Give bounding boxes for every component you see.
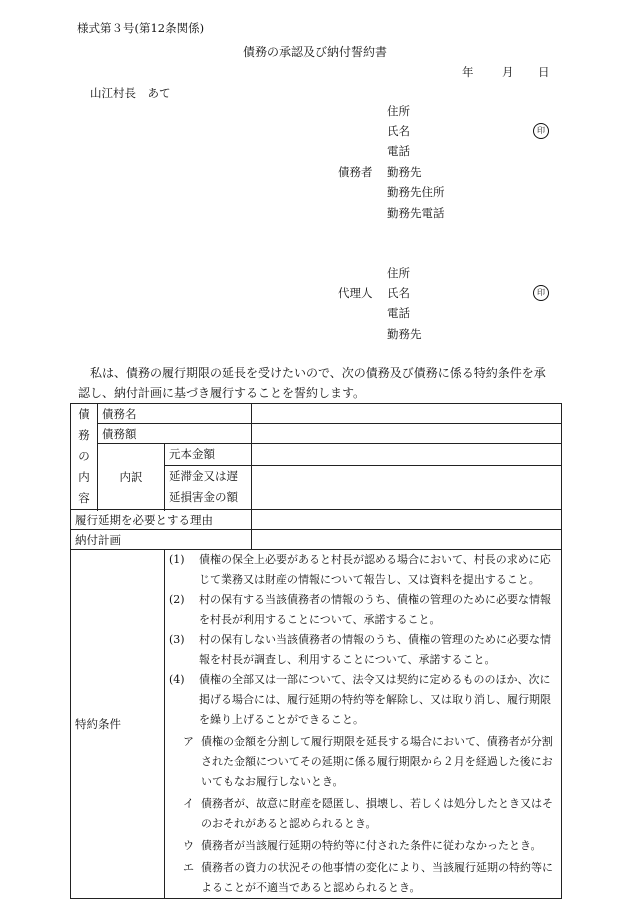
- condition-item: (4) 債権の全部又は一部について、法令又は契約に定めるもののほか、次に掲げる場合には、履行延期の特約等を解除し、又は取り消し、履行期限を繰り上げることができること。: [169, 673, 551, 726]
- extension-reason-label: 履行延期を必要とする理由: [71, 510, 252, 530]
- debt-amount-label: 債務額: [98, 424, 252, 444]
- extension-reason-value[interactable]: [252, 510, 562, 530]
- date-day: 日: [538, 65, 550, 79]
- pledge-line-2: 認し、納付計画に基づき履行することを誓約します。: [78, 386, 366, 400]
- debt-name-value[interactable]: [252, 404, 562, 424]
- debtor-workplace-phone-label: 勤務先電話: [387, 206, 445, 220]
- date-month: 月: [502, 65, 514, 79]
- principal-value[interactable]: [252, 444, 562, 466]
- document-title: 債務の承認及び納付誓約書: [242, 45, 387, 59]
- condition-item: (1) 債権の保全上必要があると村長が認める場合において、村長の求めに応じて業務又は財産の情報について報告し、又は資料を提出すること。: [169, 553, 551, 586]
- agent-address-label: 住所: [387, 266, 410, 280]
- form-number: 様式第３号(第12条関係): [77, 21, 205, 35]
- agent-seal-mark: 印: [533, 285, 549, 301]
- debt-details-table: [70, 403, 562, 899]
- condition-item: (3) 村の保有しない当該債務者の情報のうち、債権の管理のために必要な情報を村長が調査し、利用することについて、承諾すること。: [169, 633, 551, 666]
- debtor-address-label: 住所: [387, 104, 410, 118]
- condition-subitem: ア 債権の金額を分割して履行期限を延長する場合において、債務者が分割された金額についてその延期に係る履行期限から２月を経過した後においてもなお履行しないとき。: [183, 735, 553, 788]
- debtor-workplace-label: 勤務先: [387, 165, 422, 179]
- condition-subitem: イ 債務者が、故意に財産を隠匿し、損壊し、若しくは処分したとき又はそのおそれがあると認められるとき。: [183, 797, 553, 830]
- date-year: 年: [462, 65, 474, 79]
- debtor-seal-mark: 印: [533, 123, 549, 139]
- condition-subitem: エ 債務者の資力の状況その他事情の変化により、当該履行延期の特約等によることが不適当であると認められるとき。: [183, 861, 553, 894]
- late-fee-value[interactable]: [252, 465, 562, 510]
- agent-workplace-label: 勤務先: [387, 327, 422, 341]
- agent-name-label: 氏名: [387, 286, 410, 300]
- debtor-workplace-address-label: 勤務先住所: [387, 185, 445, 199]
- debt-name-label: 債務名: [98, 404, 252, 424]
- payment-plan-label: 納付計画: [71, 530, 252, 550]
- debt-amount-value[interactable]: [252, 424, 562, 444]
- debt-content-category: 債 務 の 内 容: [71, 404, 98, 510]
- agent-label: 代理人: [338, 286, 373, 300]
- breakdown-label: 内訳: [98, 444, 165, 510]
- condition-subitem: ウ 債務者が当該履行延期の特約等に付された条件に従わなかったとき。: [183, 839, 542, 852]
- condition-item: (2) 村の保有する当該債務者の情報のうち、債権の管理のために必要な情報を村長が利用することについて、承諾すること。: [169, 593, 551, 626]
- late-fee-label: 延滞金又は遅 延損害金の額: [165, 465, 252, 510]
- addressee: 山江村長 あて: [90, 86, 171, 100]
- debtor-name-label: 氏名: [387, 124, 410, 138]
- pledge-line-1: 私は、債務の履行期限の延長を受けたいので、次の債務及び債務に係る特約条件を承: [90, 366, 546, 380]
- principal-label: 元本金額: [165, 444, 252, 466]
- special-conditions-text: [165, 550, 562, 899]
- special-conditions-label: 特約条件: [71, 550, 165, 899]
- pledge-statement: [78, 363, 558, 403]
- debtor-phone-label: 電話: [387, 144, 410, 158]
- agent-phone-label: 電話: [387, 306, 410, 320]
- debtor-label: 債務者: [338, 165, 373, 179]
- payment-plan-value[interactable]: [252, 530, 562, 550]
